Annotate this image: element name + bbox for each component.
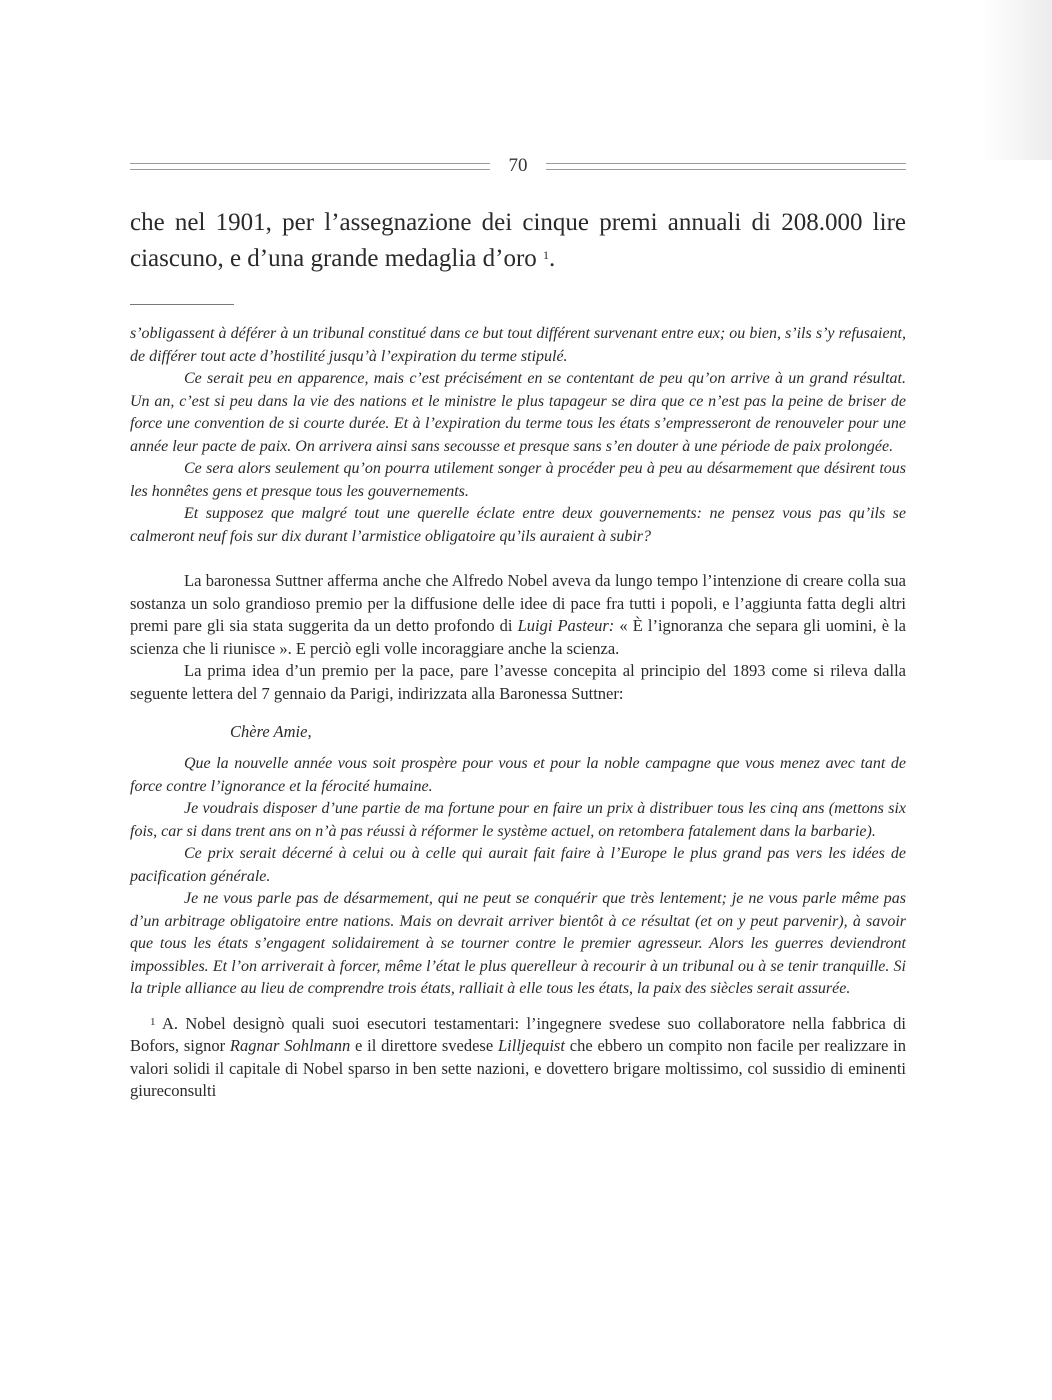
footnote-segment: che ebbero un compito non facile per realizzare in valori solidi il capitale di Nobel sparso in ben sette nazioni, e dovettero brigare moltissimo, col sussidio di eminenti giureconsulti [130, 1036, 906, 1100]
lead-paragraph [130, 205, 906, 277]
page-content [130, 205, 906, 1103]
letter-body [130, 753, 906, 1001]
page-edge-shadow [982, 0, 1052, 160]
person-name: Luigi Pasteur: [517, 616, 615, 635]
section-divider [130, 304, 234, 305]
page-header [130, 155, 906, 185]
letter-paragraph: Ce prix serait décerné à celui ou à celle qui aurait fait faire à l’Europe le plus grand pas vers les idées de pacification générale. [130, 845, 906, 885]
paragraph-text: « È l’ignoranza che separa gli uomini, è la scienza che li riunisce ». E perciò egli volle incoraggiare anche la scienza. [130, 616, 907, 658]
lead-end: . [549, 245, 556, 272]
quote-paragraph: Et supposez que malgré tout une querelle éclate entre deux gouvernements: ne pensez vous pas qu’ils se calmeront neuf fois sur dix durant l’armistice obligatoire qu’ils auraient à subir? [130, 505, 906, 545]
letter-paragraph: Je ne vous parle pas de désarmement, qui ne peut se conquérir que très lentement; je ne vous parle même pas d’un arbitrage obligatoire entre nations. Mais on devrait arriver bientôt à ce résultat (et on y peut parvenir), à savoir que tous les états s’engagent solidairement à se tourner contre le premier agresseur. Alors les guerres deviendront impossibles. Et l’on arriverait à forcer, même l’état le plus querelleur à recourir à un tribunal ou à se tenir tranquille. Si la triple alliance au lieu de comprendre trois états, ralliait à elle tous les états, la paix des siècles serait assurée. [130, 890, 906, 997]
footnote-reference: 1 [543, 248, 550, 262]
quote-paragraph: Ce serait peu en apparence, mais c’est précisément en se contentant de peu qu’on arrive à un grand résultat. Un an, c’est si peu dans la vie des nations et le ministre le plus tapageur se dira que ce n’est pas la peine de briser de force une convention de si courte durée. Et à l’expiration du terme tous les états s’empresseront de renouveler pour une année leur pacte de paix. On arrivera ainsi sans secousse et presque sans s’en douter à une période de paix prolongée. [130, 370, 906, 455]
footnote-marker: 1 [150, 1015, 156, 1028]
footnote-segment: e il direttore svedese [355, 1036, 494, 1055]
body-paragraph [130, 570, 906, 660]
lead-text: che nel 1901, per l’assegnazione dei cinque premi annuali di 208.000 lire ciascuno, e d’una grande medaglia d’oro [130, 209, 906, 272]
letter-paragraph: Je voudrais disposer d’une partie de ma fortune pour en faire un prix à distribuer tous les cinq ans (mettons six fois, car si dans trent ans on n’à pas réussi à réformer le système actuel, on retombera fatalement dans la barbarie). [130, 800, 906, 840]
footnote [130, 1013, 906, 1103]
body-paragraph: La prima idea d’un premio per la pace, pare l’avesse concepita al principio del 1893 come si rileva dalla seguente lettera del 7 gennaio da Parigi, indirizzata alla Baronessa Suttner: [130, 661, 906, 703]
page-number: 70 [508, 155, 528, 176]
footnote-text [130, 1013, 906, 1103]
person-name: Lilljequist [498, 1036, 565, 1055]
quote-paragraph: s’obligassent à déférer à un tribunal constitué dans ce but tout différent survenant entre eux; ou bien, s’ils s’y refusaient, de différer tout acte d’hostilité jusqu’à l’expiration du terme stipulé. [130, 325, 906, 365]
paragraph-text: La baronessa Suttner afferma anche che Alfredo Nobel aveva da lungo tempo l’intenzione di creare colla sua sostanza un solo grandioso premio per la diffusione delle idee di pace fra tutti i popoli, e l’aggiunta fatta degli altri premi pare gli sia stata suggerita da un detto profondo di [130, 571, 906, 635]
quote-paragraph: Ce sera alors seulement qu’on pourra utilement songer à procéder peu à peu au désarmement que désirent tous les honnêtes gens et presque tous les gouvernements. [130, 460, 906, 500]
italian-text [130, 570, 906, 705]
letter-salutation: Chère Amie, [230, 722, 312, 741]
header-rule-right [546, 163, 906, 170]
person-name: Ragnar Sohlmann [229, 1036, 351, 1055]
letter-paragraph: Que la nouvelle année vous soit prospère pour vous et pour la noble campagne que vous menez avec tant de force contre l’ignorance et la férocité humaine. [130, 755, 906, 795]
french-quote [130, 323, 906, 548]
footnote-segment: A. Nobel designò quali suoi esecutori testamentari: l’ingegnere svedese suo collaboratore nella fabbrica di Bofors, signor [130, 1013, 907, 1055]
